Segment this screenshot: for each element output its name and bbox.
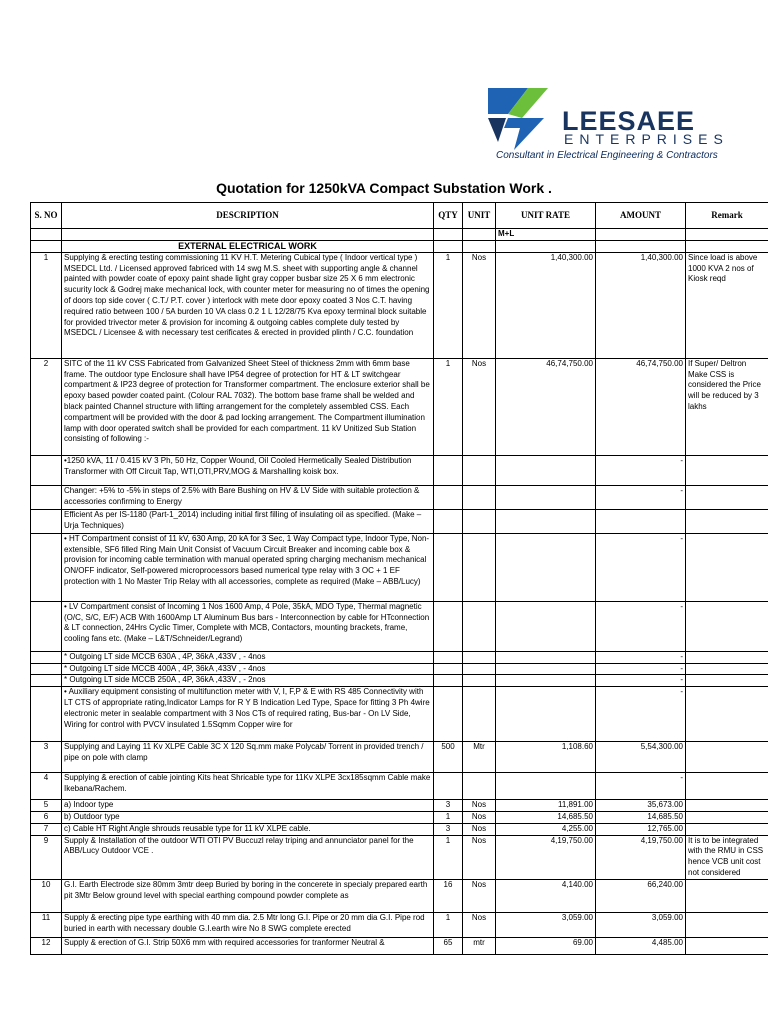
quotation-table xyxy=(30,202,768,955)
brand-name: LEESAEE xyxy=(562,106,696,136)
table-row: 7 c) Cable HT Right Angle shrouds reusable type for 11 kV XLPE cable. 3 Nos 4,255.00 12,765.00 xyxy=(31,823,768,835)
rate-sub-label: M+L xyxy=(496,229,596,241)
row-description: Supplying & erecting testing commissioning 11 KV H.T. Metering Cubical type ( Indoor vertical type ) MSEDCL Ltd. / Licensed approved fabriced with 14 swg M.S. sheet with supporting angle & channel painted with powder coate of epoxy paint shade light gray copper busbar size 25 X 6 mm electronic sucurity lock & Godrej make mechanical lock, with counter meter for measuring no of times the opening of doors top side cover ( C.T./ P.T. cover ) interlock with mete door epoxy coated 3 Nos C.T. having required ratio between 100 / 5A burden 10 VA class 0.2 1 L 12/28/75 Kva epoxy terminal block suitable for provided trivector meter & provision for incoming & outgoing cables complete duly tested by MSEDCL / Licensee & with necessary test cerificates & erected in provided plinth / C.C. foundation xyxy=(62,252,434,358)
row-description: * Outgoing LT side MCCB 400A , 4P, 36kA ,433V , - 4nos xyxy=(62,663,434,675)
table-row xyxy=(31,509,768,533)
company-logo xyxy=(484,84,732,176)
table-row: 3 Supplying and Laying 11 Kv XLPE Cable 3C X 120 Sq.mm make Polycab/ Torrent in provided trench / pipe on pole with clamp 500 Mtr 1,108.60 5,54,300.00 xyxy=(31,742,768,773)
row-description: Supply & erection of G.I. Strip 50X6 mm with required accessories for tranformer Neutral & xyxy=(62,937,434,954)
row-description: Changer: +5% to -5% in steps of 2.5% with Bare Bushing on HV & LV Side with suitable protection & accessories confirming to Energy xyxy=(62,485,434,509)
table-row: • HT Compartment consist of 11 kV, 630 Amp, 20 kA for 3 Sec, 1 Way Compact type, Indoor Type, Non-extensible, SF6 filled Ring Main Unit Consist of Vacuum Circuit Breaker and incoming cable box & provision for incoming cable termination with manual operated spring charging mechanism mechanical ON/OFF indicator, Self-powered microprocessors based numerical type relay with 3 OC + 1 EF protection with 1 No Master Trip Relay with all accessories, complete as required (Make – ABB/Lucy) - xyxy=(31,533,768,601)
table-row: Changer: +5% to -5% in steps of 2.5% with Bare Bushing on HV & LV Side with suitable protection & accessories confirming to Energy - xyxy=(31,485,768,509)
table-row: 2 SITC of the 11 kV CSS Fabricated from Galvanized Sheet Steel of thickness 2mm with 6mm base frame. The outdoor type Enclosure shall have IP54 degree of protection for HT & LT switchgear compartment & IP23 degree of protection for Transformer compartment. The enclosure exterior shall be epoxy based powder coated paint. (Colour RAL 7032). The bottom base frame shall be welded and black painted Channel structure with lifting arrangement for the completely assembled CSS. Each compartment will be provided with the door & pad locking arrangement. The Compartment illumination lamp with door operated switch shall be provided for each compartment. 11 kV Unitized Sub Station consisting of following :- 1 Nos 46,74,750.00 46,74,750.00 If Super/ Deltron Make CSS is considered the Price will be reduced by 3 lakhs xyxy=(31,358,768,455)
row-description: c) Cable HT Right Angle shrouds reusable type for 11 kV XLPE cable. xyxy=(62,823,434,835)
row-description: G.I. Earth Electrode size 80mm 3mtr deep Buried by boring in the concerete in specialy prepared earth pit 3Mtr Below ground level with special earthing compound powder complete as xyxy=(62,879,434,912)
table-row: * Outgoing LT side MCCB 400A , 4P, 36kA ,433V , - 4nos - xyxy=(31,663,768,675)
row-description: • Auxiliary equipment consisting of multifunction meter with V, I, F,P & E with RS 485 Connectivity with LT CTS of appropriate rating,Indicator Lamps for R Y B Indication Led Type, Space for fitting 3 Ph 4wire electronic meter in sealable compartment with 3 Nos CTs of required rating, Bus-bar - On LV Side, Wiring for control with PVCV insulated 1.5Sqmm Copper wire for xyxy=(62,687,434,742)
page-title: Quotation for 1250kVA Compact Substation Work . xyxy=(216,180,552,196)
table-row: 10 G.I. Earth Electrode size 80mm 3mtr deep Buried by boring in the concerete in specialy prepared earth pit 3Mtr Below ground level with special earthing compound powder complete as 16 Nos 4,140.00 66,240.00 xyxy=(31,879,768,912)
table-row: • Auxiliary equipment consisting of multifunction meter with V, I, F,P & E with RS 485 Connectivity with LT CTS of appropriate rating,Indicator Lamps for R Y B Indication Led Type, Space for fitting 3 Ph 4wire electronic meter in sealable compartment with 3 Nos CTs of required rating, Bus-bar - On LV Side, Wiring for control with PVCV insulated 1.5Sqmm Copper wire for - xyxy=(31,687,768,742)
table-row: • LV Compartment consist of Incoming 1 Nos 1600 Amp, 4 Pole, 35kA, MDO Type, Thermal magnetic (O/C, S/C, E/F) ACB With 1600Amp LT Aluminum Bus bars - Interconnection by cable for HTconnection & LT connection, 24Hrs Cyclic Timer, Complete with MCB, Contactors, mounting brackets, frame, cooling fans etc. (Make – L&T/Schneider/Legrand) - xyxy=(31,601,768,651)
row-description: • LV Compartment consist of Incoming 1 Nos 1600 Amp, 4 Pole, 35kA, MDO Type, Thermal magnetic (O/C, S/C, E/F) ACB With 1600Amp LT Aluminum Bus bars - Interconnection by cable for HTconnection & LT connection, 24Hrs Cyclic Timer, Complete with MCB, Contactors, mounting brackets, frame, cooling fans etc. (Make – L&T/Schneider/Legrand) xyxy=(62,601,434,651)
row-description: Supplying and Laying 11 Kv XLPE Cable 3C X 120 Sq.mm make Polycab/ Torrent in provided trench / pipe on pole with clamp xyxy=(62,742,434,773)
brand-sub: ENTERPRISES xyxy=(564,131,729,147)
section-row xyxy=(31,240,768,252)
row-description: • HT Compartment consist of 11 kV, 630 Amp, 20 kA for 3 Sec, 1 Way Compact type, Indoor Type, Non-extensible, SF6 filled Ring Main Unit Consist of Vacuum Circuit Breaker and incoming cable box & provision for incoming cable termination with manual operated spring charging mechanism mechanical ON/OFF indicator, Self-powered microprocessors based numerical type relay with 3 OC + 1 EF protection with 1 No Master Trip Relay with all accessories, complete as required (Make – ABB/Lucy) xyxy=(62,533,434,601)
row-description: * Outgoing LT side MCCB 630A , 4P, 36kA ,433V , - 4nos xyxy=(62,651,434,663)
row-description: SITC of the 11 kV CSS Fabricated from Galvanized Sheet Steel of thickness 2mm with 6mm base frame. The outdoor type Enclosure shall have IP54 degree of protection for HT & LT switchgear compartment & IP23 degree of protection for Transformer compartment. The enclosure exterior shall be epoxy based powder coated paint. (Colour RAL 7032). The bottom base frame shall be welded and black painted Channel structure with lifting arrangement for the completely assembled CSS. Each compartment will be provided with the door & pad locking arrangement. The Compartment illumination lamp with door operated switch shall be provided for each compartment. 11 kV Unitized Sub Station consisting of following :- xyxy=(62,358,434,455)
subheader-row xyxy=(31,229,768,241)
header-sno: S. NO xyxy=(31,203,62,229)
row-description: Supply & Installation of the outdoor WTI OTI PV Buccuzl relay triping and annunciator panel for the ABB/Lucy Outdoor VCE . xyxy=(62,835,434,879)
header-qty: QTY xyxy=(434,203,463,229)
table-row: 12 Supply & erection of G.I. Strip 50X6 mm with required accessories for tranformer Neutral & 65 mtr 69.00 4,485.00 xyxy=(31,937,768,954)
row-description: •1250 kVA, 11 / 0.415 kV 3 Ph, 50 Hz, Copper Wound, Oil Cooled Hermetically Sealed Distribution Transformer with Off Circuit Tap, WTI,OTI,PRV,MOG & Marshalling koisk box. xyxy=(62,455,434,485)
row-description: Supplying & erection of cable jointing Kits heat Shricable type for 11Kv XLPE 3cx185sqmm Cable make Ikebana/Rachem. xyxy=(62,773,434,800)
table-row: * Outgoing LT side MCCB 630A , 4P, 36kA ,433V , - 4nos - xyxy=(31,651,768,663)
row-remark: If Super/ Deltron Make CSS is considered the Price will be reduced by 3 lakhs xyxy=(686,358,768,455)
table-row: 5 a) Indoor type 3 Nos 11,891.00 35,673.00 xyxy=(31,800,768,812)
table-row: 6 b) Outdoor type 1 Nos 14,685.50 14,685.50 xyxy=(31,811,768,823)
lightning-logo-icon xyxy=(484,84,564,154)
row-description: * Outgoing LT side MCCB 250A , 4P, 36kA ,433V , - 2nos xyxy=(62,675,434,687)
header-unit: UNIT xyxy=(463,203,496,229)
table-row: 11 Supply & erecting pipe type earthing with 40 mm dia. 2.5 Mtr long G.I. Pipe or 20 mm dia G.I. Pipe rod buried in earth with necessary double G.I.earth wire No 8 SWG complete erected 1 Nos 3,059.00 3,059.00 xyxy=(31,912,768,937)
table-row: 1 Supplying & erecting testing commissioning 11 KV H.T. Metering Cubical type ( Indoor vertical type ) MSEDCL Ltd. / Licensed approved fabriced with 14 swg M.S. sheet with supporting angle & channel painted with powder coate of epoxy paint shade light gray copper busbar size 25 X 6 mm electronic sucurity lock & Godrej make mechanical lock, with counter meter for measuring no of times the opening of doors top side cover ( C.T./ P.T. cover ) interlock with mete door epoxy coated 3 Nos C.T. having required ratio between 100 / 5A burden 10 VA class 0.2 1 L 12/28/75 Kva epoxy terminal block suitable for provided trivector meter & provision for incoming & outgoing cables complete duly tested by MSEDCL / Licensee & with necessary test cerificates & erected in provided plinth / C.C. foundation 1 Nos 1,40,300.00 1,40,300.00 Since load is above 1000 KVA 2 nos of Kiosk reqd xyxy=(31,252,768,358)
row-description: Efficient As per IS-1180 (Part-1_2014) including initial first filling of insulating oil as specified. (Make – Urja Techniques) xyxy=(62,509,434,533)
row-description: Supply & erecting pipe type earthing with 40 mm dia. 2.5 Mtr long G.I. Pipe or 20 mm dia G.I. Pipe rod buried in earth with necessary double G.I.earth wire No 8 SWG complete erected xyxy=(62,912,434,937)
row-description: a) Indoor type xyxy=(62,800,434,812)
header-row xyxy=(31,203,768,229)
header-rate: UNIT RATE xyxy=(496,203,596,229)
table-row: 4 Supplying & erection of cable jointing Kits heat Shricable type for 11Kv XLPE 3cx185sqmm Cable make Ikebana/Rachem. - xyxy=(31,773,768,800)
row-remark: It is to be integrated with the RMU in CSS hence VCB unit cost not considered xyxy=(686,835,768,879)
header-description: DESCRIPTION xyxy=(62,203,434,229)
table-row: •1250 kVA, 11 / 0.415 kV 3 Ph, 50 Hz, Copper Wound, Oil Cooled Hermetically Sealed Distribution Transformer with Off Circuit Tap, WTI,OTI,PRV,MOG & Marshalling koisk box. - xyxy=(31,455,768,485)
header-remark: Remark xyxy=(686,203,768,229)
table-body xyxy=(31,252,768,954)
row-description: b) Outdoor type xyxy=(62,811,434,823)
row-remark: Since load is above 1000 KVA 2 nos of Kiosk reqd xyxy=(686,252,768,358)
section-title: EXTERNAL ELECTRICAL WORK xyxy=(62,240,434,252)
table-row: * Outgoing LT side MCCB 250A , 4P, 36kA ,433V , - 2nos - xyxy=(31,675,768,687)
brand-tagline: Consultant in Electrical Engineering & Contractors xyxy=(496,150,718,161)
table-row: 9 Supply & Installation of the outdoor WTI OTI PV Buccuzl relay triping and annunciator panel for the ABB/Lucy Outdoor VCE . 1 Nos 4,19,750.00 4,19,750.00 It is to be integrated with the RMU in CSS hence VCB unit cost not considered xyxy=(31,835,768,879)
header-amount: AMOUNT xyxy=(596,203,686,229)
